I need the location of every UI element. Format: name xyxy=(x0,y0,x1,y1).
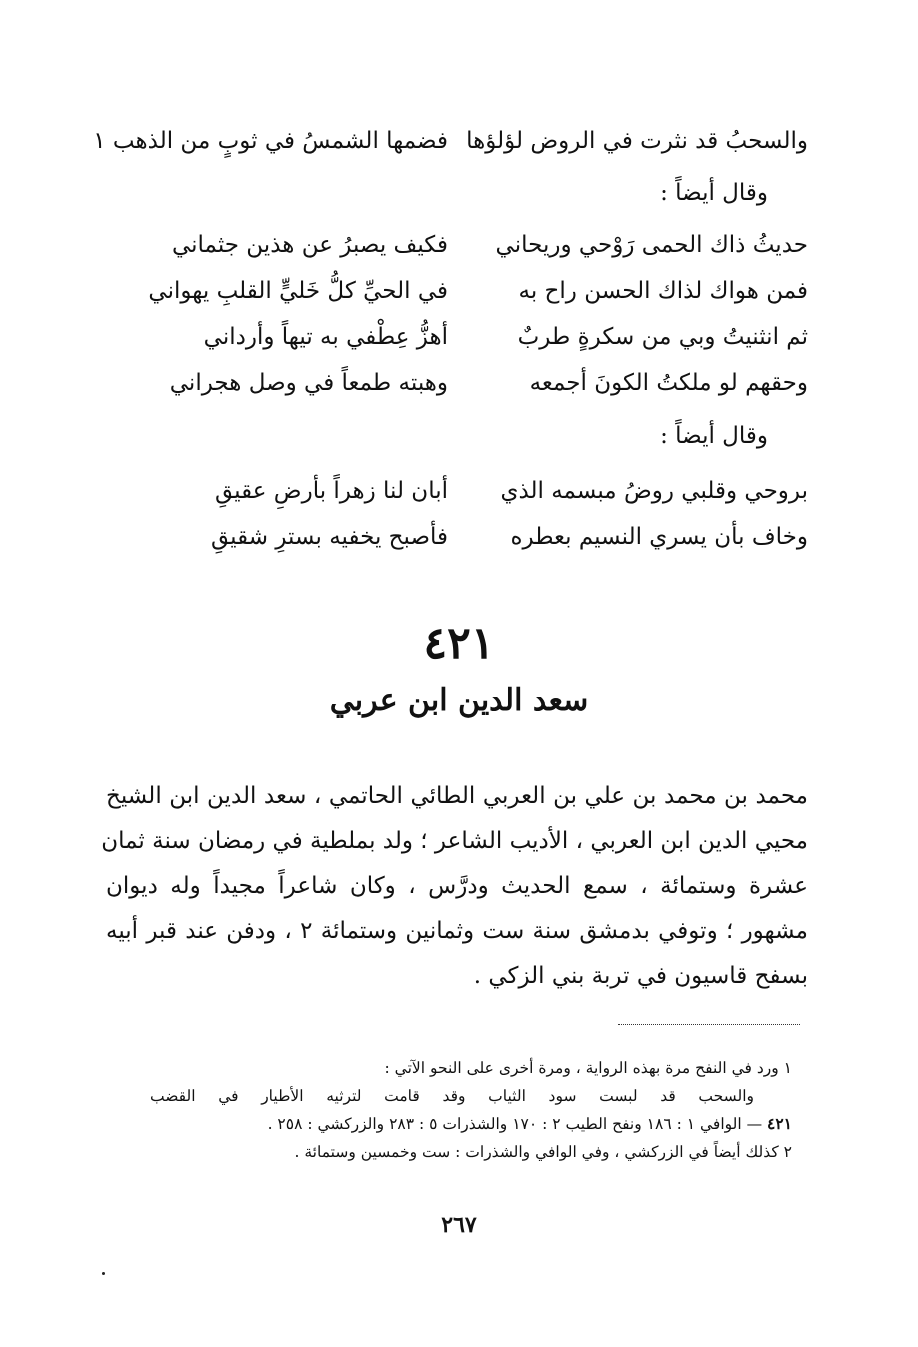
footnote-sources xyxy=(150,1110,792,1138)
biography-line: محمد بن محمد بن علي بن العربي الطائي الحاتمي ، سعد الدين ابن الشيخ xyxy=(106,783,808,809)
verse-hemistich-right: والسحبُ قد نثرت في الروض لؤلؤها xyxy=(466,128,808,154)
verse-hemistich-right: فمن هواك لذاك الحسن راح به xyxy=(518,278,808,304)
verse-hemistich-left: في الحيِّ كلُّ خَليٍّ القلبِ يهواني xyxy=(148,278,448,304)
footnote-sources-text: — الوافي ١ : ١٨٦ ونفح الطيب ٢ : ١٧٠ والشذرات ٥ : ٢٨٣ والزركشي : ٢٥٨ . xyxy=(267,1115,768,1133)
verse-couplet xyxy=(0,370,918,412)
verse-hemistich-right: وحقهم لو ملكتُ الكونَ أجمعه xyxy=(529,370,808,396)
biography-line: عشرة وستمائة ، سمع الحديث ودرَّس ، وكان شاعراً مجيداً وله ديوان xyxy=(106,873,808,899)
entry-title: سعد الدين ابن عربي xyxy=(329,683,589,718)
verse-couplet xyxy=(0,478,918,520)
footnote-divider xyxy=(618,1024,800,1025)
poem-intro: وقال أيضاً : xyxy=(660,180,768,206)
footnote-1: ١ ورد في النفح مرة بهذه الرواية ، ومرة أخرى على النحو الآتي : xyxy=(384,1059,792,1077)
verse-hemistich-right: ثم انثنيتُ وبي من سكرةٍ طربٌ xyxy=(517,324,808,350)
verse-hemistich-left: أهزُّ عِطْفي به تيهاً وأرداني xyxy=(203,324,448,350)
verse-hemistich-left: فكيف يصبرُ عن هذين جثماني xyxy=(171,232,448,258)
biography-line: مشهور ؛ وتوفي بدمشق سنة ست وثمانين وستمائة ٢ ، ودفن عند قبر أبيه xyxy=(106,918,808,944)
verse-couplet xyxy=(0,128,918,170)
verse-couplet xyxy=(0,324,918,366)
poem-intro: وقال أيضاً : xyxy=(660,423,768,449)
footnotes xyxy=(150,1054,792,1166)
verse-couplet xyxy=(0,524,918,566)
biography-line: محيي الدين ابن العربي ، الأديب الشاعر ؛ ولد بملطية في رمضان سنة ثمان xyxy=(101,828,808,854)
verse-hemistich-right: بروحي وقلبي روضُ مبسمه الذي xyxy=(500,478,808,504)
verse-hemistich-right: حديثُ ذاك الحمى رَوْحي وريحاني xyxy=(495,232,808,258)
footnote-1-verse: والسحب قد لبست سود الثياب وقد قامت لترثيه الأطيار في القضب xyxy=(150,1087,754,1105)
footnote-2: ٢ كذلك أيضاً في الزركشي ، وفي الوافي والشذرات : ست وخمسين وستمائة . xyxy=(294,1143,792,1161)
page-number: ٢٦٧ xyxy=(441,1212,477,1238)
entry-number: ٤٢١ xyxy=(423,618,495,669)
biography-paragraph xyxy=(101,774,808,999)
verse-couplet xyxy=(0,232,918,274)
ink-speck xyxy=(102,1272,105,1275)
verse-hemistich-left: وهبته طمعاً في وصل هجراني xyxy=(169,370,448,396)
verse-hemistich-left: فأصبح يخفيه بسترِ شقيقِ xyxy=(211,524,448,550)
biography-line: بسفح قاسيون في تربة بني الزكي . xyxy=(473,963,808,989)
verse-hemistich-left: أبان لنا زهراً بأرضِ عقيقِ xyxy=(214,478,448,504)
footnote-sources-label: ٤٢١ xyxy=(767,1114,792,1133)
verse-hemistich-right: وخاف بأن يسري النسيم بعطره xyxy=(510,524,808,550)
verse-hemistich-left: فضمها الشمسُ في ثوبٍ من الذهب ١ xyxy=(93,128,448,154)
verse-couplet xyxy=(0,278,918,320)
